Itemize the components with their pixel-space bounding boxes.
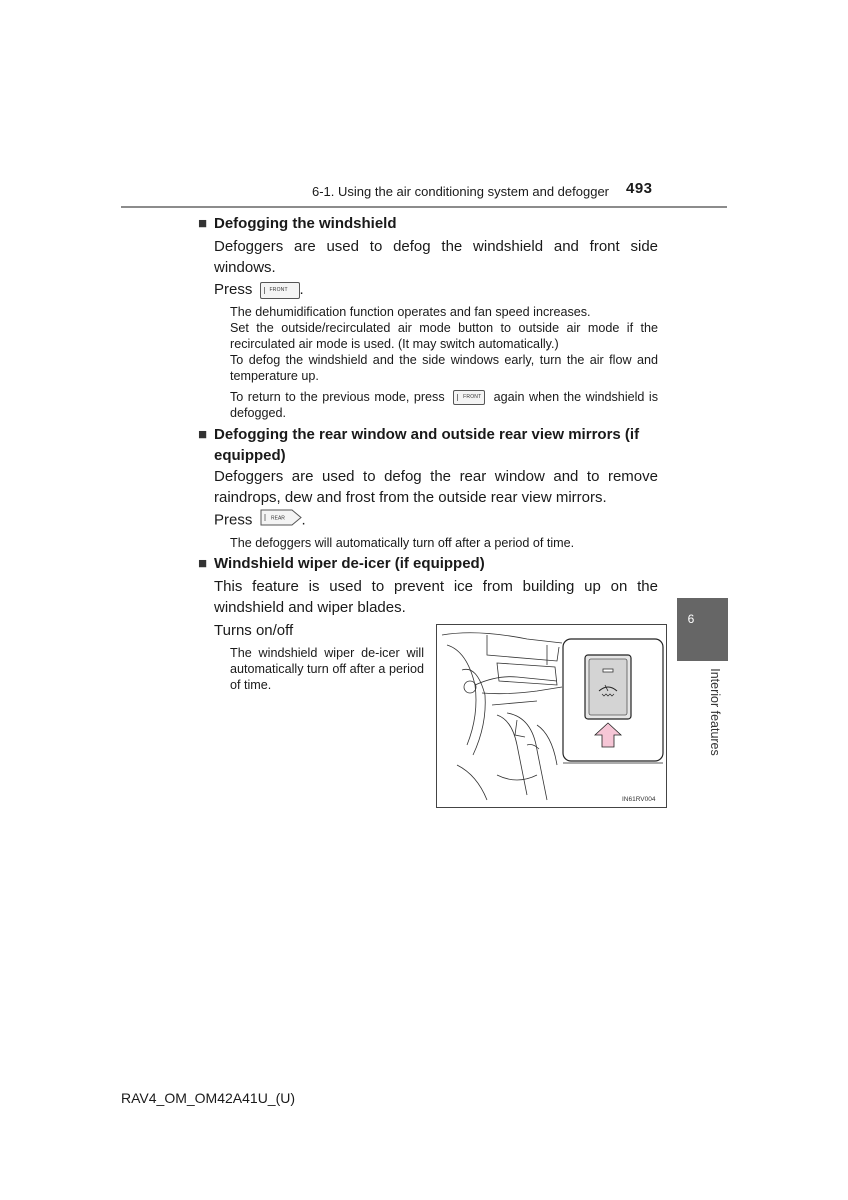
- press-instruction-front: Press FRONT .: [214, 281, 304, 298]
- note-line: The dehumidification function operates and fan speed increases.: [230, 305, 591, 319]
- section-body-deicer: This feature is used to prevent ice from building up on the windshield and wiper blades.: [214, 578, 658, 616]
- chapter-tab: [677, 598, 728, 661]
- footer-code: RAV4_OM_OM42A41U_(U): [121, 1090, 296, 1106]
- figure-code: IN61RV004: [622, 796, 656, 803]
- rear-button-text: REAR: [270, 515, 285, 522]
- section-body-rear: Defoggers are used to defog the rear window and to remove raindrops, dew and frost from the outside rear view mirrors.: [214, 468, 658, 506]
- front-defogger-button-icon: FRONT: [260, 282, 300, 299]
- page-number: 493: [626, 180, 653, 197]
- notes-windshield: [230, 304, 658, 421]
- note-line: Set the outside/recirculated air mode button to outside air mode if the recirculated air mode is used. (It may switch automatically.): [230, 321, 658, 351]
- press-label: Press: [214, 281, 253, 298]
- rear-defogger-button-icon: [260, 509, 302, 532]
- section-heading-rear: ■ Defogging the rear window and outside rear view mirrors (if equipped): [198, 426, 640, 464]
- running-header-title: 6-1. Using the air conditioning system and defogger: [312, 184, 610, 199]
- chapter-tab-label: Interior features: [708, 668, 722, 756]
- square-bullet-icon: ■: [198, 215, 208, 232]
- note-deicer: The windshield wiper de-icer will automatically turn off after a period of time.: [230, 646, 424, 692]
- front-defogger-button-icon: FRONT: [453, 390, 485, 405]
- press-instruction-rear: Press REAR .: [214, 509, 658, 532]
- section-heading-deicer: ■ Windshield wiper de-icer (if equipped): [198, 555, 485, 572]
- press-label: Press: [214, 511, 253, 529]
- section-heading-windshield: [198, 213, 659, 234]
- note-line-return: To return to the previous mode, press FRONT again when the windshield is defogged.: [230, 390, 659, 421]
- header-divider: [121, 206, 727, 208]
- chapter-tab-number: 6: [687, 612, 695, 626]
- square-bullet-icon: ■: [198, 426, 208, 443]
- turns-on-off-label: Turns on/off: [214, 622, 294, 639]
- heading-text: Defogging the windshield: [214, 215, 397, 232]
- note-line: To defog the windshield and the side windows early, turn the air flow and temperature up.: [230, 353, 658, 383]
- square-bullet-icon: ■: [198, 555, 208, 572]
- deicer-switch-illustration: [436, 624, 667, 808]
- section-body-windshield: Defoggers are used to defog the windshield and front side windows.: [214, 238, 658, 276]
- wiper-deicer-button-icon: [585, 655, 631, 719]
- note-rear: The defoggers will automatically turn off after a period of time.: [230, 536, 575, 550]
